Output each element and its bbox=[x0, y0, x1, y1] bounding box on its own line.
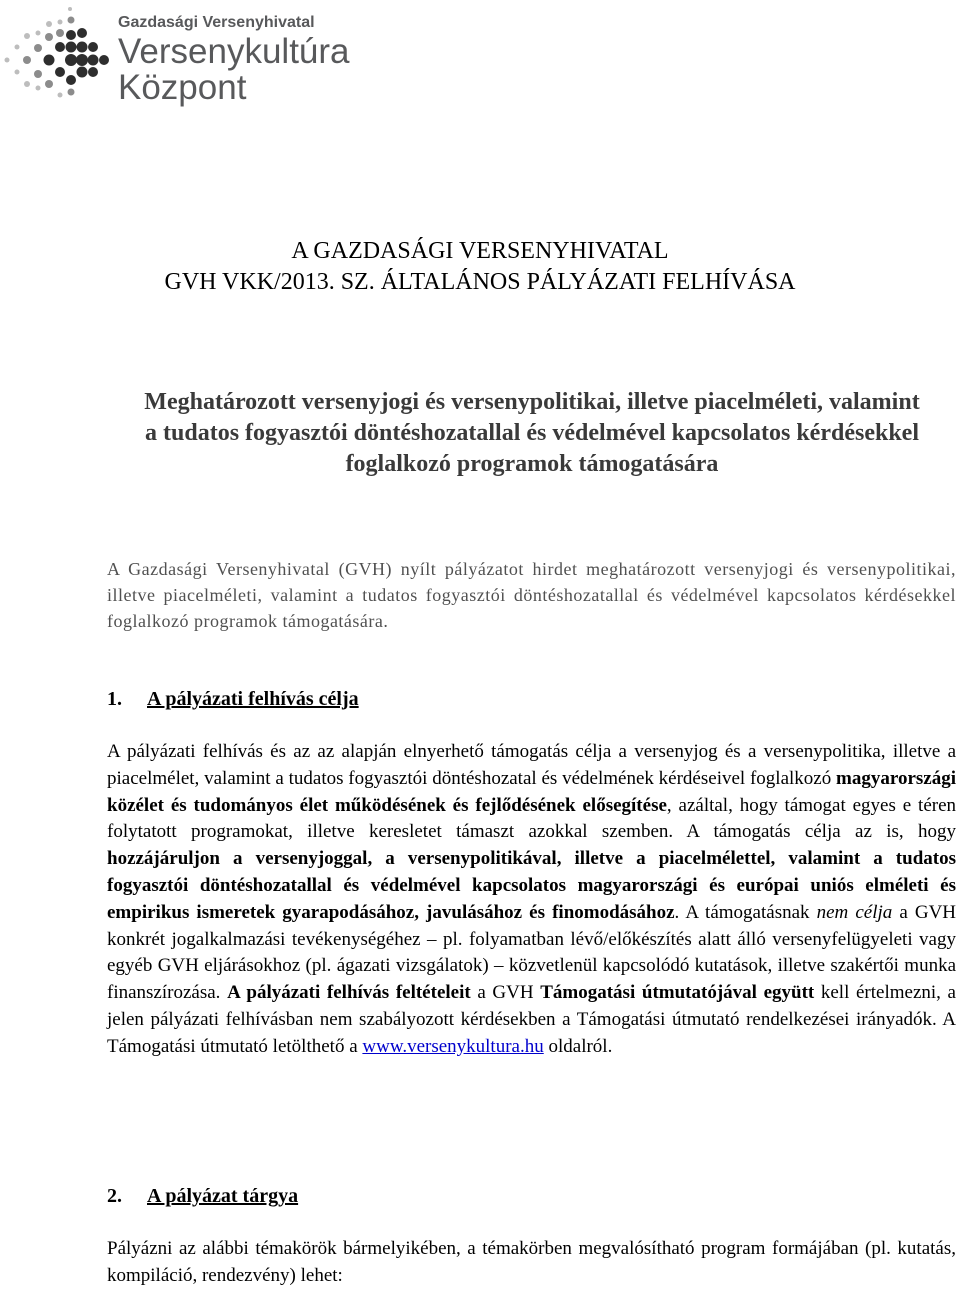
document-title bbox=[0, 236, 960, 298]
s1-text-5: a GVH bbox=[477, 982, 534, 1004]
logo-org-name: Gazdasági Versenyhivatal bbox=[118, 14, 315, 31]
document-subtitle bbox=[104, 387, 960, 480]
s1-bold-2: hozzájáruljon a versenyjoggal, a versenypolitikával, illetve a piacelmélettel, valamint a tudatos fogyasztói döntéshozatallal és védelmével kapcsolatos magyarországi és európai uniós elméleti és empirikus ismeretek gyarapodásához, javulásához és finomodásához bbox=[107, 848, 956, 923]
s1-text-1: A pályázati felhívás és az az alapján elnyerhető támogatás célja a versenyjog és a versenypolitika, illetve a piacelmélet, valamint a tudatos fogyasztói döntéshozatal és védelmének kérdéseivel foglalkozó bbox=[107, 741, 956, 789]
s1-text-2: , azáltal, hogy támogat egyes e téren folytatott programokat, illetve keresletet támaszt azokkal szemben. A támogatás célja az is, hogy bbox=[107, 794, 957, 843]
versenykultura-link[interactable]: www.versenykultura.hu bbox=[362, 1035, 544, 1057]
section2-paragraph: Pályázni az alábbi témakörök bármelyikében, a témakörben megvalósítható program formájában (pl. kutatás, kompiláció, rendezvény) lehet: bbox=[107, 1238, 956, 1286]
s1-text-4: a GVH konkrét jogalkalmazási tevékenységéhez – pl. folyamatban lévő/előkészítés alatt álló versenyfelügyeleti vagy egyéb GVH eljárásokhoz (pl. ágazati vizsgálatok) – közvetlenül kapcsolódó kutatások, illetve szakértői munka finanszírozása. bbox=[107, 901, 957, 1004]
s1-text-6: kell értelmezni, a jelen pályázati felhívásban nem szabályozott kérdésekben a Támogatási útmutató rendelkezései irányadók. A Támogatási útmutató letölthető a bbox=[107, 982, 956, 1057]
section2-heading-text: A pályázat tárgya bbox=[147, 1185, 299, 1207]
s1-bold-1: magyarországi közélet és tudományos élet működésének és fejlődésének elősegítése bbox=[107, 767, 956, 816]
subtitle-line3: foglalkozó programok támogatására bbox=[345, 451, 719, 477]
s1-text-3: . A támogatásnak bbox=[674, 901, 810, 923]
section1-paragraph bbox=[107, 739, 956, 1061]
title-line1: A GAZDASÁGI VERSENYHIVATAL bbox=[291, 238, 669, 264]
s1-bold-3: A pályázati felhívás feltételeit bbox=[227, 982, 471, 1004]
section1-heading bbox=[107, 688, 359, 711]
section2-number: 2. bbox=[107, 1185, 122, 1207]
subtitle-line1: Meghatározott versenyjogi és versenypolitikai, illetve piacelméleti, valamint bbox=[144, 389, 920, 415]
s1-italic-1: nem célja bbox=[816, 901, 893, 923]
section1-number: 1. bbox=[107, 688, 122, 710]
title-line2: GVH VKK/2013. SZ. ÁLTALÁNOS PÁLYÁZATI FELHÍVÁSA bbox=[164, 269, 796, 295]
subtitle-line2: a tudatos fogyasztói döntéshozatallal és védelmével kapcsolatos kérdésekkel bbox=[145, 420, 919, 446]
section2-heading bbox=[107, 1185, 298, 1208]
s1-bold-4: Támogatási útmutatójával együtt bbox=[540, 982, 815, 1004]
logo bbox=[118, 14, 350, 106]
logo-line2: Központ bbox=[118, 68, 247, 107]
section1-heading-text: A pályázati felhívás célja bbox=[147, 688, 359, 710]
logo-dots-icon bbox=[0, 0, 118, 110]
logo-line1: Versenykultúra bbox=[118, 32, 350, 71]
intro-paragraph: A Gazdasági Versenyhivatal (GVH) nyílt pályázatot hirdet meghatározott versenyjogi és versenypolitikai, illetve piacelméleti, valamint a tudatos fogyasztói döntéshozatallal és védelmével kapcsolatos kérdésekkel foglalkozó programok támogatására. bbox=[107, 559, 956, 631]
s1-text-7: oldalról. bbox=[548, 1035, 613, 1057]
